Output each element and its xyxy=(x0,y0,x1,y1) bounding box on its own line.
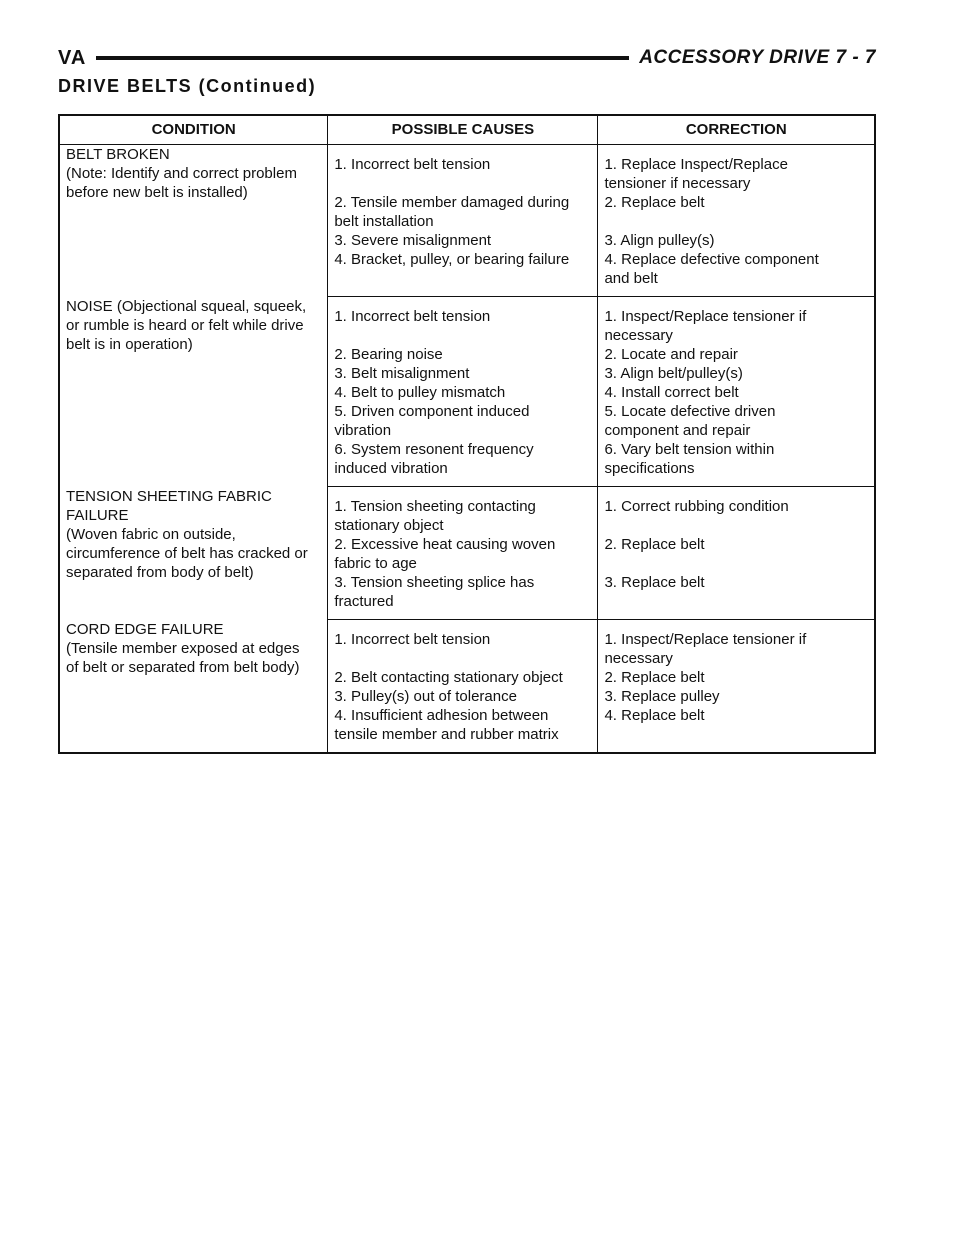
correction-cell xyxy=(598,345,875,364)
condition-text: BELT BROKEN xyxy=(66,146,170,163)
correction-cell xyxy=(598,535,875,573)
possible-cause-text: 6. System resonent frequency xyxy=(334,441,534,458)
correction-text: 4. Replace defective component xyxy=(604,251,819,268)
section-title: DRIVE BELTS (Continued) xyxy=(58,76,317,96)
possible-cause-text: 1. Incorrect belt tension xyxy=(334,308,491,325)
possible-cause-text: 2. Excessive heat causing woven xyxy=(334,536,556,553)
condition-cell xyxy=(59,297,328,487)
correction-cell xyxy=(598,250,875,297)
table-row xyxy=(59,487,875,536)
correction-cell xyxy=(598,364,875,383)
condition-cell xyxy=(59,145,328,297)
table-header-row xyxy=(59,115,875,145)
condition-text: (Woven fabric on outside, xyxy=(66,525,236,543)
condition-text: separated from body of belt) xyxy=(66,563,254,581)
condition-text: of belt or separated from belt body) xyxy=(66,658,300,676)
correction-text: component and repair xyxy=(604,422,751,439)
possible-cause-text: fractured xyxy=(334,593,394,610)
correction-text: specifications xyxy=(604,460,695,477)
possible-cause-cell xyxy=(328,706,598,753)
table-row xyxy=(59,620,875,669)
correction-cell xyxy=(598,145,875,194)
header-vehicle-code: VA xyxy=(58,46,87,69)
possible-cause-cell xyxy=(328,345,598,364)
possible-cause-text: 3. Belt misalignment xyxy=(334,365,470,382)
correction-cell xyxy=(598,193,875,231)
column-header-possible-causes: POSSIBLE CAUSES xyxy=(328,115,598,145)
possible-cause-cell xyxy=(328,620,598,669)
possible-cause-text: 5. Driven component induced xyxy=(334,403,530,420)
condition-text: belt is in operation) xyxy=(66,335,193,353)
possible-cause-text: stationary object xyxy=(334,517,444,534)
correction-cell xyxy=(598,440,875,487)
page-header xyxy=(58,44,876,72)
condition-cell xyxy=(59,620,328,754)
header-rule xyxy=(96,56,629,60)
possible-cause-cell xyxy=(328,231,598,250)
correction-text: 3. Replace belt xyxy=(604,574,705,591)
correction-text: 1. Correct rubbing condition xyxy=(604,498,789,515)
condition-text: FAILURE xyxy=(66,506,129,524)
column-header-correction: CORRECTION xyxy=(598,115,875,145)
correction-text: 5. Locate defective driven xyxy=(604,403,776,420)
correction-cell xyxy=(598,706,875,753)
correction-text: tensioner if necessary xyxy=(604,175,751,192)
correction-text: 4. Replace belt xyxy=(604,707,705,724)
possible-cause-cell xyxy=(328,250,598,297)
possible-cause-text: 2. Belt contacting stationary object xyxy=(334,669,563,686)
correction-text: 1. Inspect/Replace tensioner if xyxy=(604,308,807,325)
possible-cause-text: 3. Tension sheeting splice has xyxy=(334,574,535,591)
table-row xyxy=(59,297,875,346)
possible-cause-cell xyxy=(328,193,598,231)
possible-cause-text: 2. Bearing noise xyxy=(334,346,443,363)
correction-cell xyxy=(598,668,875,687)
correction-text: 6. Vary belt tension within xyxy=(604,441,775,458)
correction-cell xyxy=(598,402,875,440)
correction-text: necessary xyxy=(604,650,673,667)
correction-text: 2. Replace belt xyxy=(604,536,705,553)
condition-text: TENSION SHEETING FABRIC xyxy=(66,487,272,505)
possible-cause-text: 1. Tension sheeting contacting xyxy=(334,498,536,515)
condition-text: CORD EDGE FAILURE xyxy=(66,620,224,638)
correction-cell xyxy=(598,487,875,536)
correction-cell xyxy=(598,231,875,250)
possible-cause-cell xyxy=(328,535,598,573)
possible-cause-text: vibration xyxy=(334,422,392,439)
column-header-condition: CONDITION xyxy=(59,115,328,145)
condition-text: (Note: Identify and correct problem xyxy=(66,165,297,182)
possible-cause-text: 2. Tensile member damaged during xyxy=(334,194,570,211)
correction-text: 3. Align pulley(s) xyxy=(604,232,715,249)
correction-text: 1. Replace Inspect/Replace xyxy=(604,156,788,173)
possible-cause-cell xyxy=(328,364,598,383)
possible-cause-cell xyxy=(328,668,598,687)
possible-cause-cell xyxy=(328,145,598,194)
possible-cause-text: 4. Insufficient adhesion between xyxy=(334,707,549,724)
possible-cause-text: induced vibration xyxy=(334,460,448,477)
possible-cause-text: 3. Severe misalignment xyxy=(334,232,492,249)
possible-cause-cell xyxy=(328,297,598,346)
possible-cause-cell xyxy=(328,487,598,536)
possible-cause-text: belt installation xyxy=(334,213,434,230)
condition-text: (Tensile member exposed at edges xyxy=(66,639,300,657)
correction-text: 2. Replace belt xyxy=(604,669,705,686)
possible-cause-text: tensile member and rubber matrix xyxy=(334,726,559,743)
possible-cause-cell xyxy=(328,573,598,620)
correction-text: 3. Align belt/pulley(s) xyxy=(604,365,743,382)
table-body xyxy=(59,145,875,754)
correction-cell xyxy=(598,620,875,669)
correction-cell xyxy=(598,383,875,402)
correction-text: and belt xyxy=(604,270,658,287)
possible-cause-cell xyxy=(328,402,598,440)
correction-text: necessary xyxy=(604,327,673,344)
possible-cause-cell xyxy=(328,687,598,706)
correction-cell xyxy=(598,573,875,620)
possible-cause-text: 4. Bracket, pulley, or bearing failure xyxy=(334,251,570,268)
possible-cause-text: 1. Incorrect belt tension xyxy=(334,156,491,173)
possible-cause-text: 4. Belt to pulley mismatch xyxy=(334,384,506,401)
correction-cell xyxy=(598,687,875,706)
correction-text: 2. Replace belt xyxy=(604,194,705,211)
table-row xyxy=(59,145,875,194)
condition-text: circumference of belt has cracked or xyxy=(66,544,308,562)
condition-text: or rumble is heard or felt while drive xyxy=(66,316,304,334)
correction-text: 3. Replace pulley xyxy=(604,688,720,705)
possible-cause-text: 3. Pulley(s) out of tolerance xyxy=(334,688,517,705)
possible-cause-cell xyxy=(328,383,598,402)
possible-cause-text: 1. Incorrect belt tension xyxy=(334,631,491,648)
possible-cause-cell xyxy=(328,440,598,487)
condition-cell xyxy=(59,487,328,620)
correction-text: 2. Locate and repair xyxy=(604,346,738,363)
correction-text: 4. Install correct belt xyxy=(604,384,739,401)
possible-cause-text: fabric to age xyxy=(334,555,417,572)
diagnosis-table xyxy=(58,114,876,754)
condition-text: before new belt is installed) xyxy=(66,184,248,201)
condition-text: NOISE (Objectional squeal, squeek, xyxy=(66,297,307,315)
correction-text: 1. Inspect/Replace tensioner if xyxy=(604,631,807,648)
header-section-page: ACCESSORY DRIVE 7 - 7 xyxy=(639,47,876,68)
correction-cell xyxy=(598,297,875,346)
